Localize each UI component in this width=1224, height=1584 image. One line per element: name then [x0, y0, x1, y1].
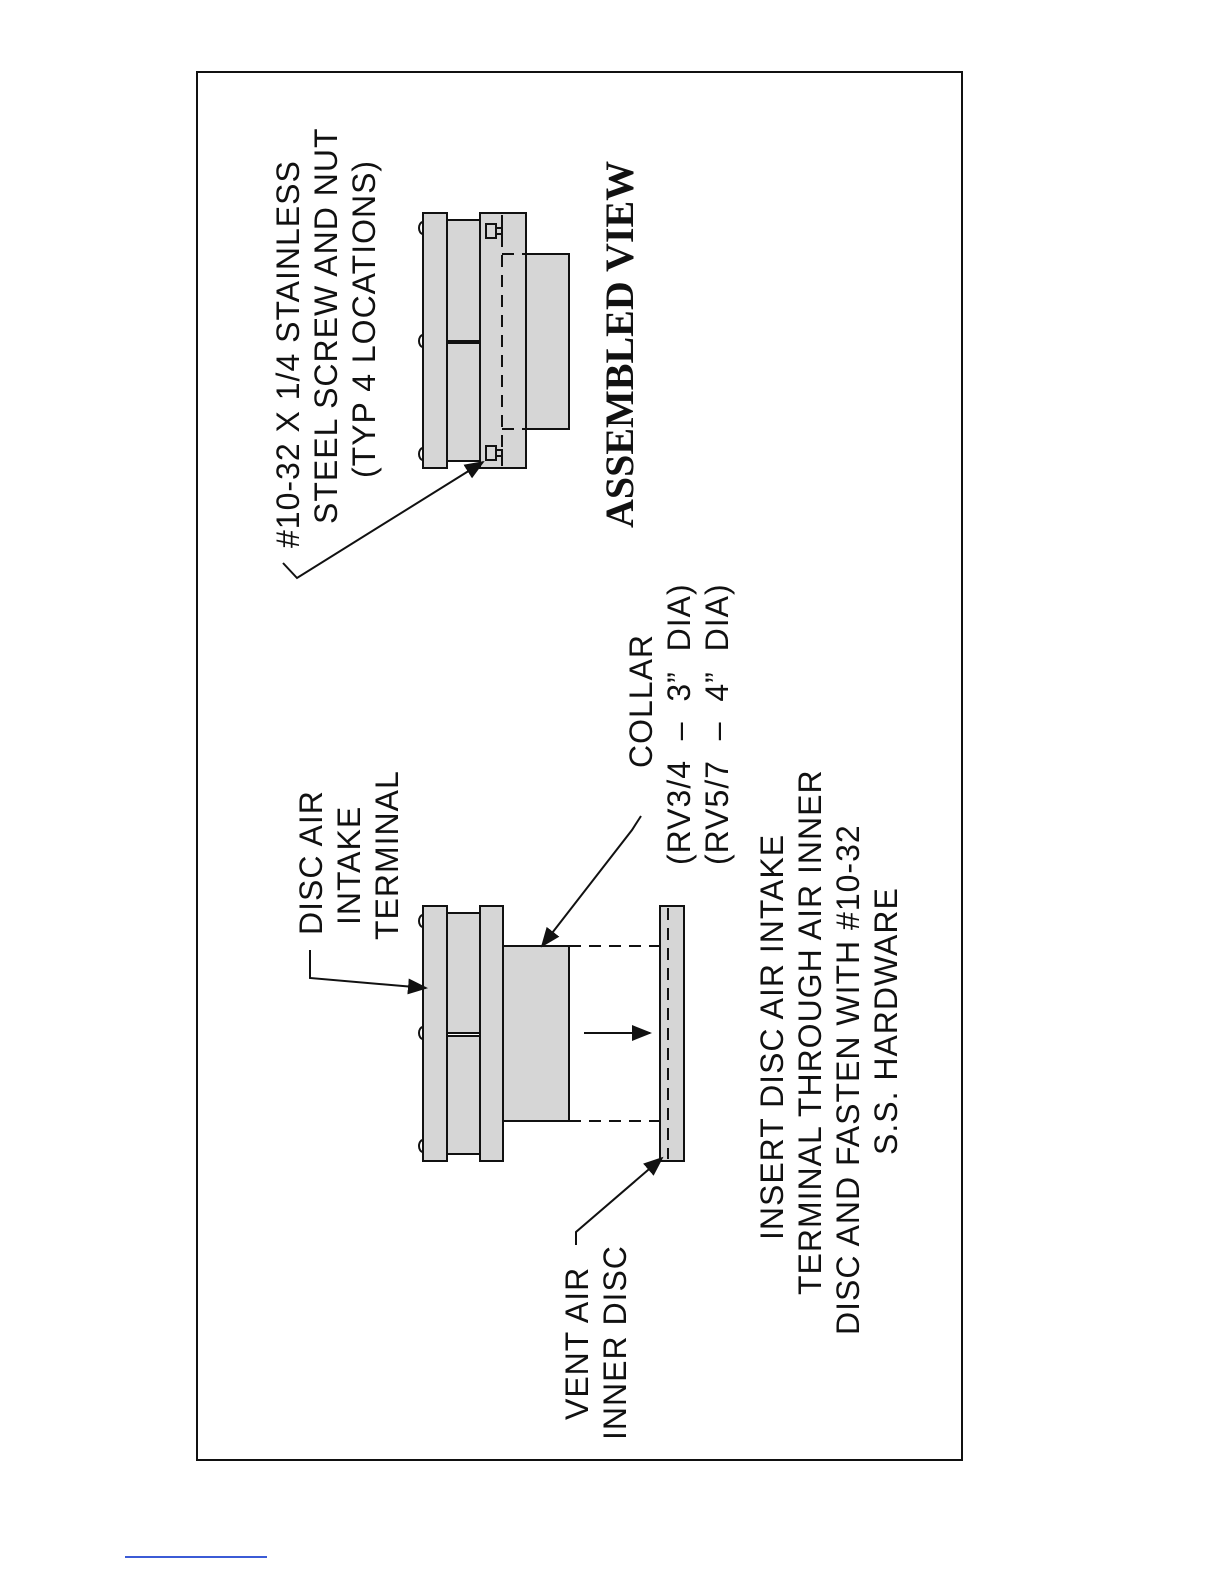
disc-air-intake-terminal [419, 906, 503, 1161]
svg-text:TERMINAL: TERMINAL [369, 770, 405, 940]
svg-text:INTAKE: INTAKE [331, 805, 367, 925]
screw-note-line-1: #10-32 X 1/4 STAINLESS [270, 160, 306, 548]
svg-text:COLLAR: COLLAR [623, 633, 659, 768]
screw-note-line-2: STEEL SCREW AND NUT [308, 127, 344, 524]
svg-text:TERMINAL THROUGH AIR INNER: TERMINAL THROUGH AIR INNER [792, 769, 828, 1295]
assembled-view-part [419, 213, 569, 468]
screw-note-line-3: (TYP 4 LOCATIONS) [346, 159, 382, 478]
collar-leader [542, 816, 641, 946]
svg-text:INSERT DISC AIR INTAKE: INSERT DISC AIR INTAKE [754, 833, 790, 1240]
svg-text:DISC AIR: DISC AIR [293, 790, 329, 935]
vent-air-inner-disc [660, 906, 684, 1161]
svg-text:VENT AIR: VENT AIR [559, 1266, 595, 1420]
svg-text:(RV5/7 – 4” DIA): (RV5/7 – 4” DIA) [699, 583, 735, 865]
svg-text:DISC AND FASTEN WITH #10-32: DISC AND FASTEN WITH #10-32 [830, 824, 866, 1335]
disc-terminal-leader [310, 950, 426, 988]
vent-disc-leader [576, 1158, 662, 1245]
footer-rule [125, 1556, 267, 1558]
screw-note [270, 127, 382, 548]
vent-disc-label [559, 1245, 633, 1440]
svg-text:(RV3/4 – 3” DIA): (RV3/4 – 3” DIA) [661, 583, 697, 865]
disc-terminal-label [293, 770, 405, 940]
instructions-note [754, 769, 904, 1335]
svg-text:S.S. HARDWARE: S.S. HARDWARE [868, 887, 904, 1155]
collar [503, 946, 569, 1121]
svg-text:INNER DISC: INNER DISC [597, 1245, 633, 1440]
collar-label [623, 583, 735, 865]
assembled-view-title: ASSEMBLED VIEW [597, 160, 642, 528]
